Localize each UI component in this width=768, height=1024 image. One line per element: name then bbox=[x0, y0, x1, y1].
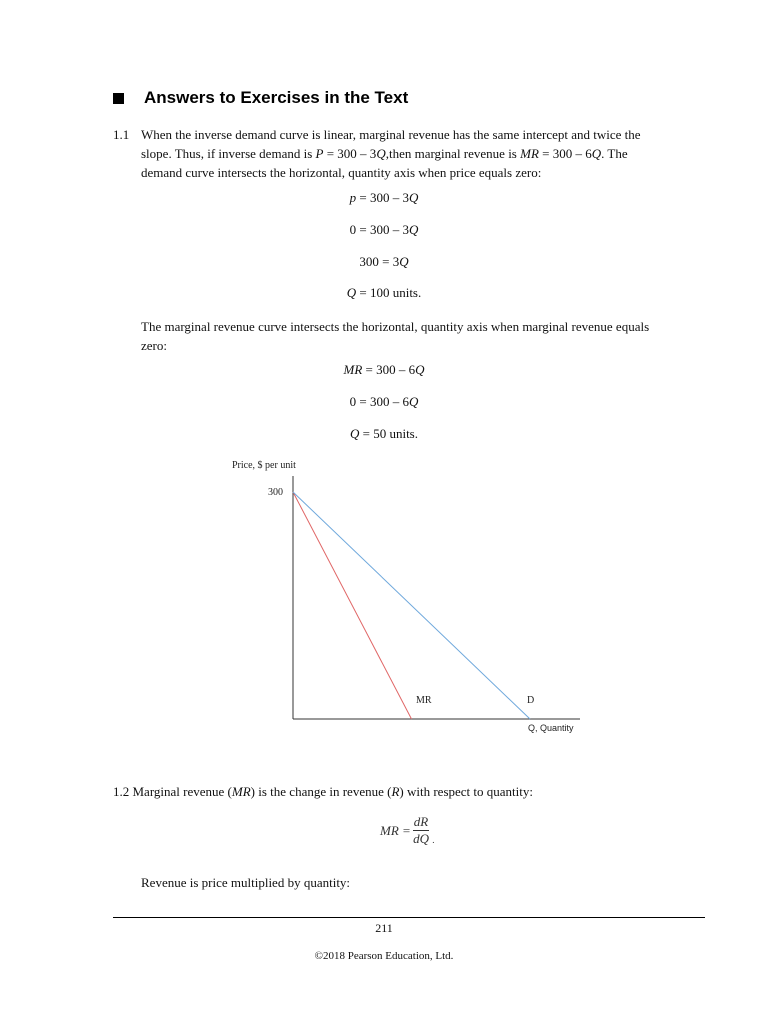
footer-divider bbox=[113, 917, 705, 918]
page-number: 211 bbox=[375, 921, 393, 935]
copyright: ©2018 Pearson Education, Ltd. bbox=[314, 950, 454, 962]
exercise-1-1-text bbox=[141, 125, 697, 182]
equation: 0 = 300 – 3Q bbox=[349, 222, 419, 237]
exercise-number: 1.2 bbox=[113, 784, 130, 799]
mr-formula: MR = $\frac{dR}{dQ}$ . bbox=[380, 814, 435, 846]
square-bullet-icon bbox=[113, 93, 124, 104]
equation: 0 = 300 – 6Q bbox=[349, 394, 419, 409]
demand-curve bbox=[293, 492, 530, 719]
heading-text: Answers to Exercises in the Text bbox=[144, 88, 409, 107]
equation: Q = 100 units. bbox=[346, 285, 422, 300]
paragraph-line: slope. Thus, if inverse demand is P = 300 – 3Q,then marginal revenue is MR = 300 – 6Q. The bbox=[141, 146, 628, 161]
equation: Q = 50 units. bbox=[349, 426, 418, 441]
paragraph-line: When the inverse demand curve is linear, marginal revenue has the same intercept and twice the bbox=[141, 127, 641, 142]
exercise-number: 1.1 bbox=[113, 127, 130, 142]
mr-label: MR bbox=[416, 695, 432, 706]
demand-mr-chart bbox=[220, 452, 600, 742]
paragraph: Revenue is price multiplied by quantity: bbox=[141, 875, 351, 890]
y-tick-label: 300 bbox=[268, 487, 283, 498]
mr-curve bbox=[293, 492, 412, 719]
x-axis-label: Q, Quantity bbox=[528, 723, 574, 733]
equation: MR = 300 – 6Q bbox=[343, 362, 425, 377]
exercise-1-2-text: 1.2 Marginal revenue (MR) is the change in revenue (R) with respect to quantity: bbox=[113, 784, 533, 799]
demand-label: D bbox=[527, 695, 535, 706]
paragraph bbox=[141, 317, 697, 355]
paragraph-line: zero: bbox=[141, 338, 167, 353]
equation: p = 300 – 3Q bbox=[349, 190, 419, 205]
y-axis-label: Price, $ per unit bbox=[232, 460, 296, 471]
section-heading bbox=[113, 88, 408, 108]
equation: 300 = 3Q bbox=[359, 254, 409, 269]
paragraph-line: demand curve intersects the horizontal, quantity axis when price equals zero: bbox=[141, 165, 542, 180]
paragraph-line: The marginal revenue curve intersects the horizontal, quantity axis when marginal revenue equals bbox=[141, 319, 650, 334]
